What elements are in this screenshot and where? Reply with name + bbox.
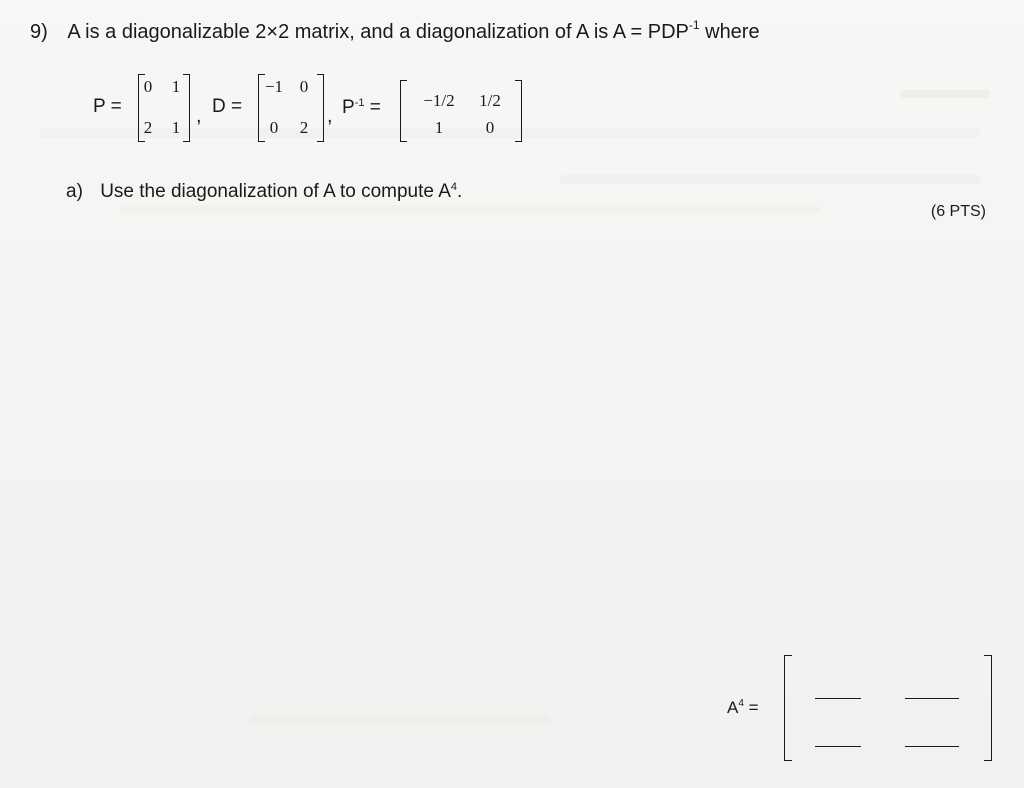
bleed-through-mark	[900, 90, 990, 98]
part-a-label: a)	[66, 181, 83, 202]
points-value: (6 PTS)	[930, 203, 986, 220]
answer-blank-r1c2[interactable]	[905, 698, 959, 699]
part-a-text: Use the diagonalization of A to compute A	[100, 181, 451, 202]
matrix-d-cell: −1	[264, 77, 284, 96]
separator-comma: ,	[196, 105, 202, 127]
part-a-superscript: 4	[450, 181, 457, 193]
answer-label	[727, 698, 759, 718]
right-bracket	[515, 80, 522, 142]
matrix-d-label: D =	[212, 96, 243, 117]
matrix-pinv-cell: 1/2	[479, 91, 501, 110]
question-number: 9)	[30, 21, 48, 43]
matrix-p-cell: 2	[143, 118, 153, 137]
matrix-d	[258, 74, 324, 142]
answer-blank-r2c2[interactable]	[905, 746, 959, 747]
right-bracket	[984, 655, 992, 761]
answer-label-eq: =	[743, 698, 759, 717]
matrix-pinv-cell: −1/2	[423, 91, 455, 110]
bleed-through-mark	[120, 205, 820, 213]
bleed-through-mark	[560, 175, 980, 184]
matrix-p-cell: 0	[143, 77, 153, 96]
matrix-pinv-label-eq: =	[364, 97, 381, 118]
answer-blank-r2c1[interactable]	[815, 746, 861, 747]
answer-label-sup: 4	[738, 698, 744, 709]
matrix-d-cell: 0	[269, 118, 279, 137]
question-text: A is a diagonalizable 2×2 matrix, and a diagonalization of A is A = PDP	[67, 21, 689, 43]
matrix-p	[138, 74, 190, 142]
matrix-pinv-cell: 0	[485, 118, 495, 137]
left-bracket	[784, 655, 792, 761]
matrix-p-label: P =	[93, 96, 122, 117]
bleed-through-mark	[250, 715, 550, 724]
matrix-pinv-cell: 1	[434, 118, 444, 137]
matrix-p-cell: 1	[171, 77, 181, 96]
matrix-p-cell: 1	[171, 118, 181, 137]
question-superscript: -1	[688, 18, 700, 32]
question-text-end: where	[699, 21, 760, 43]
part-a-prompt	[66, 181, 462, 203]
matrix-d-cell: 2	[299, 118, 309, 137]
separator-comma: ,	[327, 105, 333, 127]
part-a-text-end: .	[457, 181, 463, 202]
matrix-pinv-label-base: P	[342, 97, 355, 118]
matrix-pinv-label-sup: -1	[354, 97, 365, 109]
matrix-pinv-label	[342, 97, 381, 119]
question-statement	[30, 18, 760, 44]
matrix-pinv	[400, 80, 522, 142]
answer-label-base: A	[727, 698, 739, 717]
matrix-d-cell: 0	[299, 77, 309, 96]
left-bracket	[400, 80, 407, 142]
answer-blank-r1c1[interactable]	[815, 698, 861, 699]
